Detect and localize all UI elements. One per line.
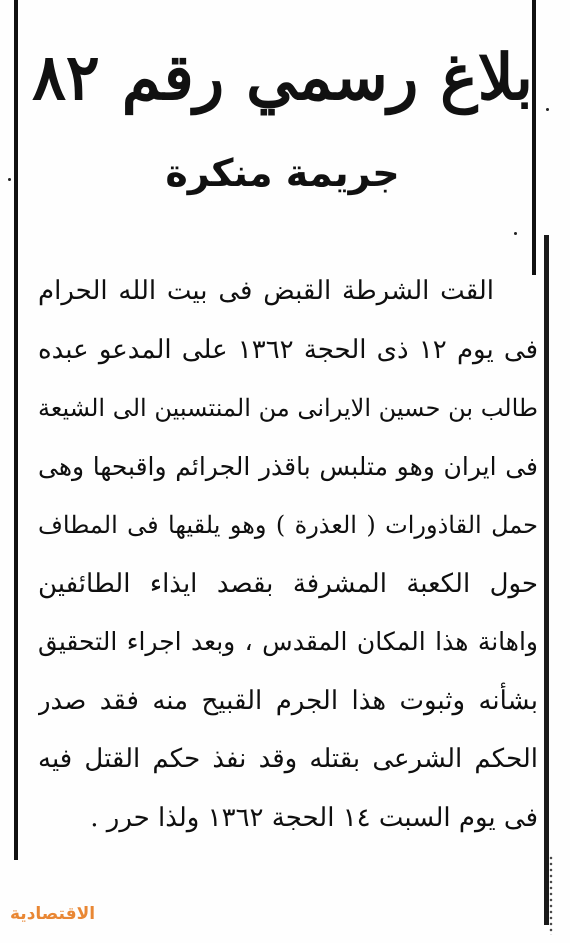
- subheadline: جريمة منكرة: [165, 151, 400, 195]
- body-line: طالب بن حسين الايرانى من المنتسبين الى الشيعة: [38, 394, 538, 422]
- headline: بلاغ رسمي رقم ٨٢: [32, 40, 533, 114]
- watermark-logo: الاقتصادية: [10, 904, 96, 924]
- dotted-edge-mark: [548, 855, 554, 935]
- column-rule-right-bottom: [544, 235, 549, 925]
- body-line: القت الشرطة القبض فى بيت الله الحرام: [38, 276, 494, 306]
- article-body: [38, 262, 538, 847]
- body-line: فى ايران وهو متلبس باقذر الجرائم واقبحها وهى: [38, 451, 538, 481]
- print-speck: [514, 232, 517, 235]
- body-line: فى يوم السبت ١٤ الحجة ١٣٦٢ ولذا حرر .: [90, 802, 538, 833]
- body-line: حمل القاذورات ( العذرة ) وهو يلقيها فى المطاف: [38, 511, 538, 539]
- body-line: الحكم الشرعى بقتله وقد نفذ حكم القتل فيه: [38, 744, 538, 774]
- body-line: واهانة هذا المكان المقدس ، وبعد اجراء التحقيق: [38, 627, 538, 656]
- body-line: فى يوم ١٢ ذى الحجة ١٣٦٢ على المدعو عبده: [38, 334, 538, 365]
- print-speck: [8, 178, 11, 181]
- article-header: [30, 18, 535, 206]
- body-line: بشأنه وثبوت هذا الجرم القبيح منه فقد صدر: [38, 685, 538, 716]
- column-rule-left: [14, 0, 18, 860]
- body-line: حول الكعبة المشرفة بقصد ايذاء الطائفين: [38, 568, 538, 599]
- print-speck: [546, 108, 549, 111]
